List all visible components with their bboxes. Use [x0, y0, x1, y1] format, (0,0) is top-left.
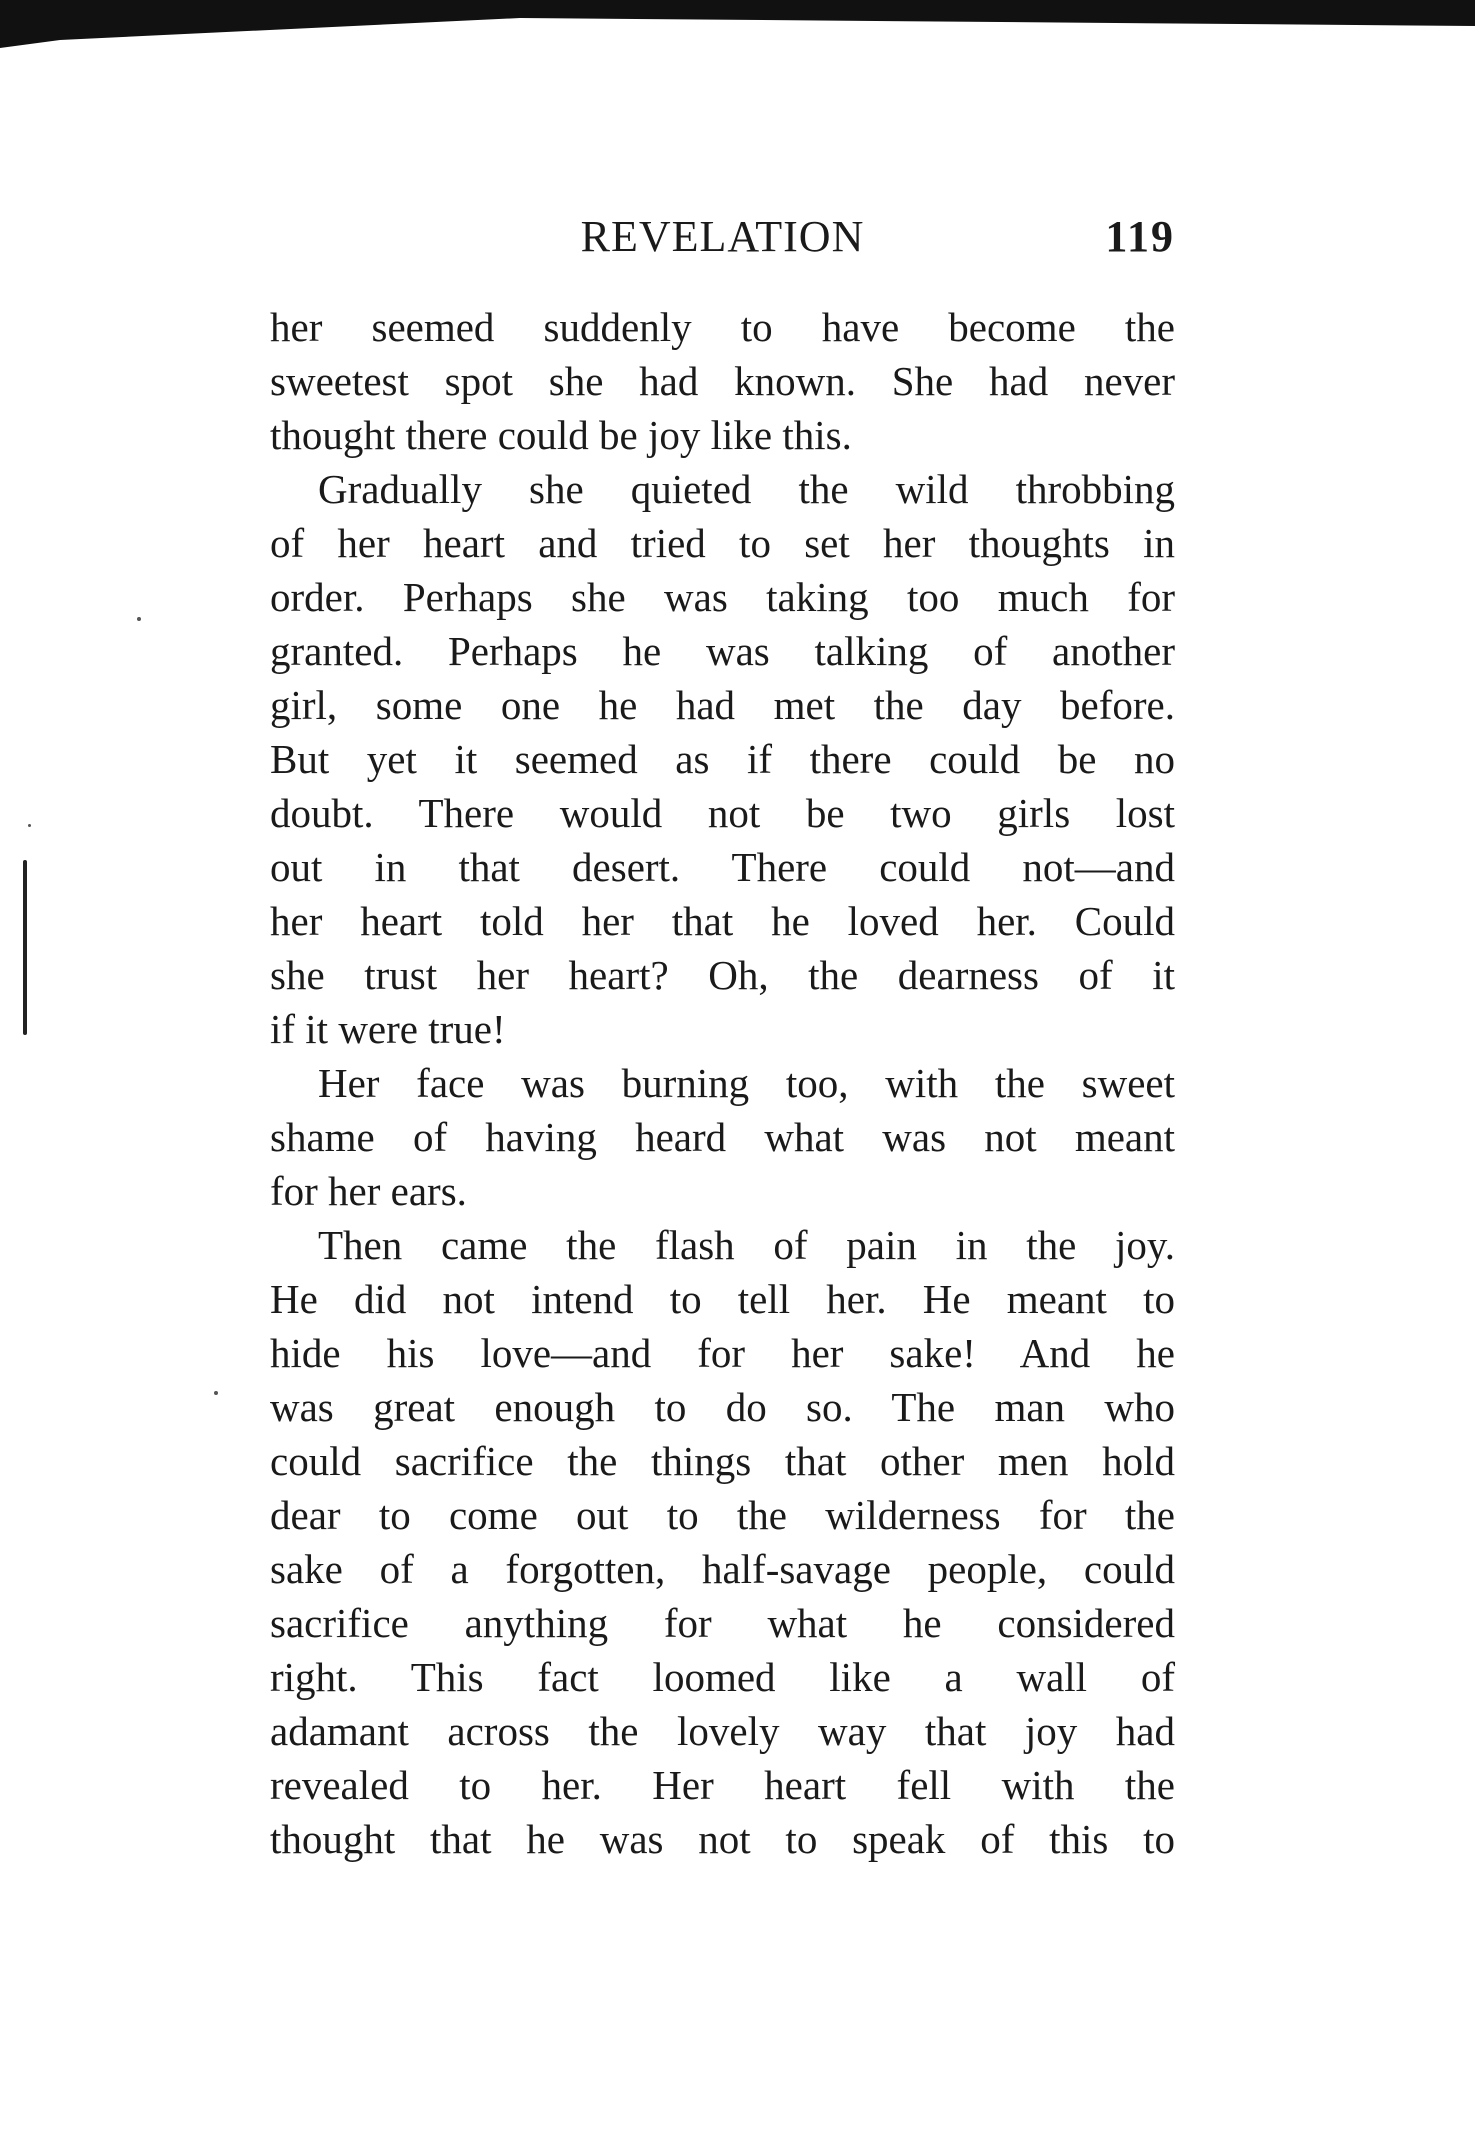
- text-line: shame of having heard what was not meant: [270, 1114, 1175, 1160]
- text-line: sacrifice anything for what he considered: [270, 1600, 1175, 1646]
- text-line: Gradually she quieted the wild throbbing: [318, 466, 1175, 512]
- scan-speck: [28, 824, 31, 827]
- text-line: order. Perhaps she was taking too much for: [270, 574, 1175, 620]
- text-line: Her face was burning too, with the sweet: [318, 1060, 1175, 1106]
- text-line: her seemed suddenly to have become the: [270, 304, 1175, 350]
- page-number: 119: [1105, 212, 1175, 261]
- scan-edge-shadow: [0, 0, 1475, 60]
- text-line: if it were true!: [270, 1006, 506, 1052]
- text-line: thought there could be joy like this.: [270, 412, 852, 458]
- text-line: doubt. There would not be two girls lost: [270, 790, 1175, 836]
- text-line: hide his love—and for her sake! And he: [270, 1330, 1175, 1376]
- page-header: [270, 207, 1175, 267]
- body-text: [270, 300, 1175, 1866]
- text-line: for her ears.: [270, 1168, 467, 1214]
- text-line: out in that desert. There could not—and: [270, 844, 1175, 890]
- text-line: right. This fact loomed like a wall of: [270, 1654, 1175, 1700]
- text-line: But yet it seemed as if there could be no: [270, 736, 1175, 782]
- text-line: her heart told her that he loved her. Could: [270, 898, 1175, 944]
- text-line: was great enough to do so. The man who: [270, 1384, 1175, 1430]
- scan-speck: [214, 1391, 218, 1395]
- text-line: she trust her heart? Oh, the dearness of it: [270, 952, 1175, 998]
- text-line: Then came the flash of pain in the joy.: [318, 1222, 1175, 1268]
- running-title: REVELATION: [580, 212, 865, 261]
- text-line: adamant across the lovely way that joy had: [270, 1708, 1175, 1754]
- text-line: of her heart and tried to set her thoughts in: [270, 520, 1175, 566]
- text-line: He did not intend to tell her. He meant to: [270, 1276, 1175, 1322]
- text-line: revealed to her. Her heart fell with the: [270, 1762, 1175, 1808]
- margin-mark: [23, 860, 27, 1035]
- text-line: thought that he was not to speak of this to: [270, 1816, 1175, 1862]
- text-line: dear to come out to the wilderness for the: [270, 1492, 1175, 1538]
- text-line: granted. Perhaps he was talking of another: [270, 628, 1175, 674]
- text-line: sweetest spot she had known. She had never: [270, 358, 1175, 404]
- text-line: girl, some one he had met the day before.: [270, 682, 1175, 728]
- text-line: could sacrifice the things that other men hold: [270, 1438, 1175, 1484]
- scan-speck: [137, 617, 141, 621]
- text-line: sake of a forgotten, half-savage people, could: [270, 1546, 1175, 1592]
